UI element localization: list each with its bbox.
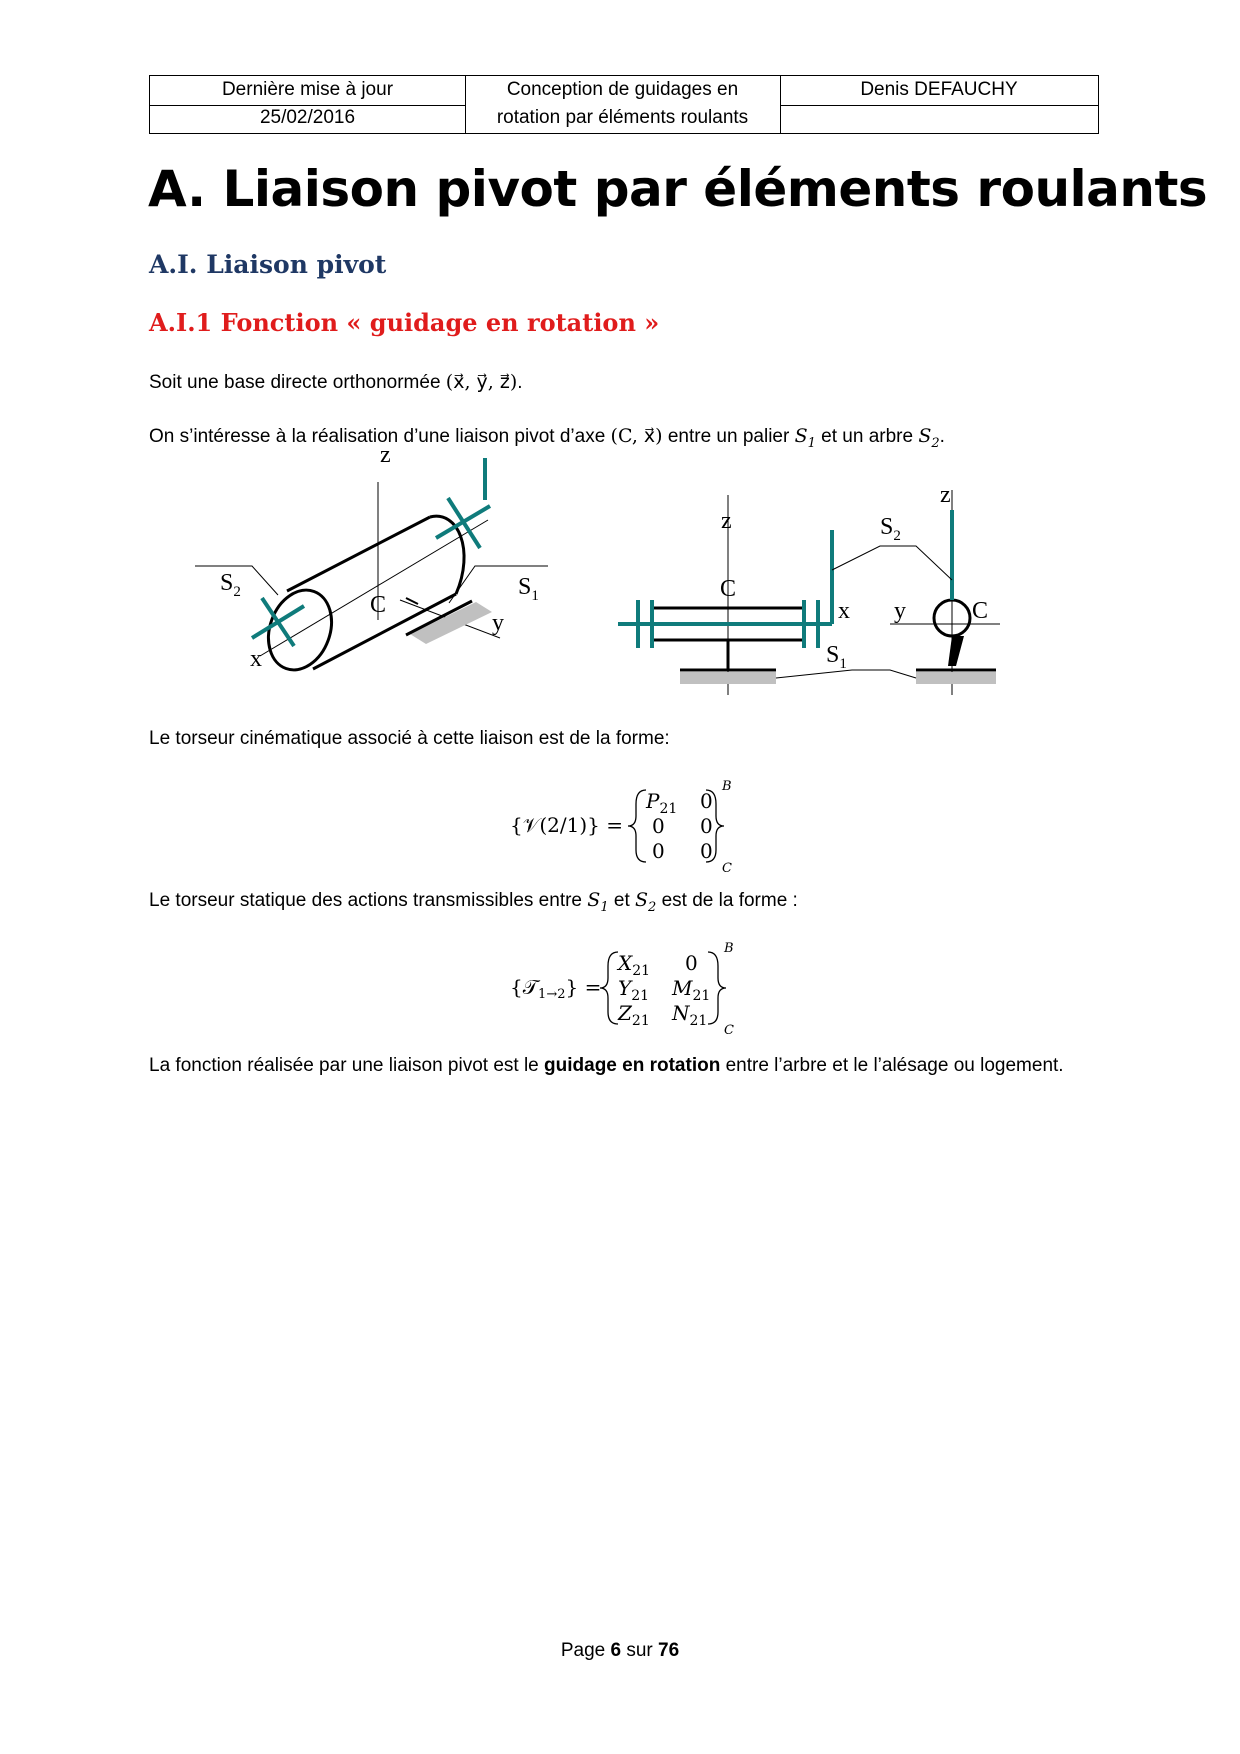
eq-symbol: N: [672, 1001, 690, 1025]
header-date: 25/02/2016: [259, 107, 356, 128]
math-axis: (C, x⃗): [610, 425, 663, 447]
math-subscript: 1: [600, 899, 609, 915]
label-s: S: [518, 574, 532, 600]
label-s1-front: [826, 642, 847, 672]
eq1-r2c2: 0: [700, 814, 713, 838]
footer-text: sur: [621, 1640, 659, 1661]
math-subscript: 2: [931, 435, 940, 451]
equation-kinematic-torsor: [500, 776, 760, 876]
math-base-vectors: (x⃗, y⃗, z⃗): [445, 371, 518, 393]
label-y-side: y: [894, 598, 906, 624]
eq2-lhs: [510, 975, 601, 1002]
eq2-right-brace: [708, 952, 726, 1024]
math-s2: [918, 425, 940, 451]
label-z-side: z: [940, 482, 951, 508]
paragraph-text: La fonction réalisée par une liaison pivot est le: [149, 1055, 545, 1076]
math-symbol: S: [587, 889, 601, 911]
label-s1-iso: [518, 574, 539, 604]
eq-symbol: M: [672, 976, 693, 1000]
eq1-r3c1: 0: [652, 839, 665, 863]
eq2-r1c2: 0: [685, 951, 698, 975]
pivot-figure: [200, 442, 1020, 715]
label-sub: 2: [893, 528, 901, 544]
eq1-r2c1: 0: [652, 814, 665, 838]
pivot-cross-front: [252, 606, 304, 638]
isometric-view: [195, 482, 548, 679]
equation-static-torsor: [500, 938, 760, 1038]
label-sub: 1: [531, 588, 539, 604]
paragraph-pivot-intro: [149, 420, 945, 460]
header-author: Denis DEFAUCHY: [860, 79, 1018, 100]
label-y-iso: y: [492, 610, 504, 636]
eq2-r1c1: [616, 951, 650, 979]
cylinder-back: [430, 516, 464, 594]
paragraph-function: [149, 1050, 1099, 1082]
eq1-lhs: {𝒱(2/1)} =: [510, 813, 624, 837]
paragraph-text: et un arbre: [815, 426, 919, 447]
label-s: S: [220, 570, 234, 596]
eq2-sup-b: B: [724, 941, 734, 956]
eq-symbol: X: [618, 951, 633, 975]
math-symbol: S: [635, 889, 649, 911]
chapter-title: A. Liaison pivot par éléments roulants: [148, 160, 1208, 218]
header-title-line1: Conception de guidages en: [506, 79, 739, 100]
label-s2-front: [880, 514, 901, 544]
eq-symbol: P: [646, 789, 660, 813]
eq-symbol: Y: [618, 976, 632, 1000]
math-subscript: 1: [807, 435, 816, 451]
math-symbol: S: [794, 425, 808, 447]
math-s2: [635, 889, 657, 915]
pivot-cross-back: [436, 506, 490, 538]
label-s: S: [826, 642, 840, 668]
page-footer: [0, 1640, 1240, 1662]
ground-hatch: [680, 672, 776, 684]
paragraph-text: .: [939, 426, 945, 447]
paragraph-kinematic: Le torseur cinématique associé à cette liaison est de la forme:: [149, 728, 670, 749]
label-c-side: C: [972, 598, 989, 624]
section-title: A.I. Liaison pivot: [149, 250, 387, 279]
paragraph-text: est de la forme :: [656, 890, 798, 911]
bold-term: guidage en rotation: [544, 1055, 721, 1076]
eq-sub: 21: [631, 988, 650, 1004]
header-last-update-label: Dernière mise à jour: [221, 79, 394, 100]
label-x-iso: x: [250, 646, 262, 672]
footer-text: Page: [560, 1640, 611, 1661]
header-table: [149, 75, 1099, 134]
paragraph-text: entre un palier: [662, 426, 795, 447]
eq2-r3c1: [617, 1001, 650, 1029]
label-s: S: [880, 514, 894, 540]
footer-page-current: 6: [610, 1640, 622, 1661]
cylinder-top-edge: [287, 517, 430, 591]
label-sub: 2: [233, 584, 241, 600]
eq-sub: 21: [632, 963, 651, 979]
paragraph-text: et: [608, 890, 635, 911]
math-s1: [794, 425, 816, 451]
eq2-r3c2: [671, 1001, 707, 1029]
eq2-r2c1: [618, 976, 649, 1004]
eq2-left-brace: [600, 952, 618, 1024]
paragraph-text: Le torseur statique des actions transmissibles entre: [149, 890, 588, 911]
eq1-left-brace: [628, 790, 646, 862]
eq-sub: 21: [689, 1013, 708, 1029]
eq-symbol: Z: [618, 1001, 632, 1025]
label-z-iso: z: [380, 442, 391, 468]
eq-sub: 1→2: [538, 987, 566, 1002]
math-symbol: S: [918, 425, 932, 447]
label-x-front: x: [838, 598, 850, 624]
label-s2-iso: [220, 570, 241, 600]
eq2-r2c2: [671, 976, 710, 1004]
s2-leader-front: [832, 546, 952, 580]
eq2-sub-c: C: [724, 1023, 734, 1038]
eq1-sup-b: B: [722, 779, 732, 794]
eq-sub: 21: [692, 988, 711, 1004]
footer-page-total: 76: [658, 1640, 680, 1661]
header-divider: [780, 105, 1098, 106]
pivot-diagram: [200, 442, 1020, 710]
eq1-r1c1: [645, 789, 677, 817]
paragraph-static: [149, 884, 798, 924]
side-ground-hatch: [916, 672, 996, 684]
eq1-sub-c: C: [722, 861, 732, 876]
label-sub: 1: [839, 656, 847, 672]
eq-symbol: {𝒯: [510, 975, 539, 999]
label-z-front: z: [721, 508, 732, 534]
math-subscript: 2: [648, 899, 657, 915]
eq-sub: 21: [659, 801, 678, 817]
paragraph-base: [149, 366, 523, 399]
eq1-r3c2: 0: [700, 839, 713, 863]
cylinder-front: [258, 581, 342, 679]
math-s1: [587, 889, 609, 915]
paragraph-text: On s’intéresse à la réalisation d’une liaison pivot d’axe: [149, 426, 611, 447]
eq1-r1c2: 0: [700, 789, 713, 813]
side-support: [948, 636, 964, 666]
eq-sub: 21: [631, 1013, 650, 1029]
label-c-front: C: [720, 576, 737, 602]
paragraph-text: entre l’arbre et le l’alésage ou logement.: [720, 1055, 1064, 1076]
paragraph-text: .: [517, 372, 523, 393]
header-title-line2: rotation par éléments roulants: [496, 107, 749, 128]
paragraph-text: Soit une base directe orthonormée: [149, 372, 446, 393]
label-c-iso: C: [370, 592, 387, 618]
eq-symbol: } =: [565, 975, 602, 999]
subsection-title: A.I.1 Fonction « guidage en rotation »: [149, 308, 660, 337]
